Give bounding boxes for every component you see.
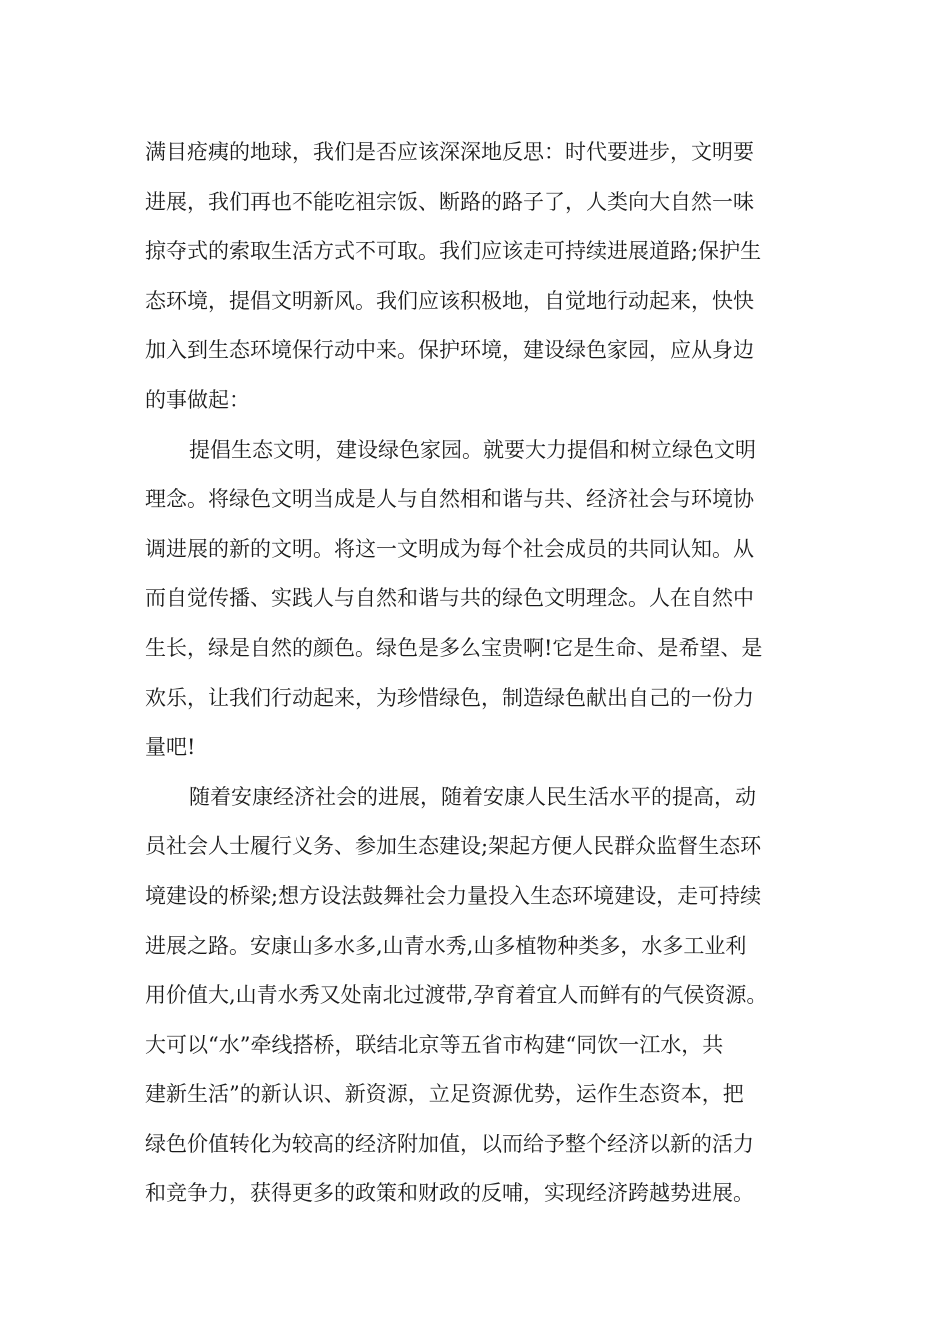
text-line: 态环境，提倡文明新风。我们应该积极地，自觉地行动起来，快快: [145, 288, 754, 313]
text-line: 境建设的桥梁;想方设法鼓舞社会力量投入生态环境建设，走可持续: [145, 883, 762, 908]
text-line: 而自觉传播、实践人与自然和谐与共的绿色文明理念。人在自然中: [145, 586, 754, 611]
text-line: 欢乐，让我们行动起来，为珍惜绿色，制造绿色献出自己的一份力: [145, 685, 754, 710]
text-line: 量吧!: [145, 735, 196, 760]
text-line: 加入到生态环境保行动中来。保护环境，建设绿色家园，应从身边: [145, 338, 754, 363]
text-line: 满目疮痍的地球，我们是否应该深深地反思：时代要进步，文明要: [145, 140, 754, 164]
text-line: 提倡生态文明，建设绿色家园。就要大力提倡和树立绿色文明: [189, 437, 756, 462]
text-line: 的事做起：: [145, 387, 250, 412]
paragraph: [145, 426, 810, 773]
text-line: 建新生活”的新认识、新资源，立足资源优势，运作生态资本，把: [145, 1082, 744, 1107]
text-line: 随着安康经济社会的进展，随着安康人民生活水平的提高，动: [189, 784, 756, 809]
document-body: [145, 128, 810, 1219]
paragraph: [145, 128, 810, 426]
text-line: 生长，绿是自然的颜色。绿色是多么宝贵啊!它是生命、是希望、是: [145, 635, 763, 660]
text-line: 进展之路。安康山多水多,山青水秀,山多植物种类多，水多工业利: [145, 933, 747, 958]
text-line: 大可以“水”牵线搭桥，联结北京等五省市构建“同饮一江水，共: [145, 1032, 724, 1057]
text-line: 掠夺式的索取生活方式不可取。我们应该走可持续进展道路;保护生: [145, 239, 762, 264]
text-line: 理念。将绿色文明当成是人与自然相和谐与共、经济社会与环境协: [145, 487, 754, 512]
text-line: 调进展的新的文明。将这一文明成为每个社会成员的共同认知。从: [145, 536, 754, 561]
text-line: 员社会人士履行义务、参加生态建设;架起方便人民群众监督生态环: [145, 834, 762, 859]
text-line: 用价值大,山青水秀又处南北过渡带,孕育着宜人而鲜有的气侯资源。: [145, 983, 768, 1008]
paragraph: [145, 773, 810, 1219]
text-line: 绿色价值转化为较高的经济附加值，以而给予整个经济以新的活力: [145, 1131, 754, 1156]
text-line: 和竞争力，获得更多的政策和财政的反哺，实现经济跨越势进展。: [145, 1181, 754, 1206]
text-line: 进展，我们再也不能吃祖宗饭、断路的路子了，人类向大自然一味: [145, 189, 754, 214]
